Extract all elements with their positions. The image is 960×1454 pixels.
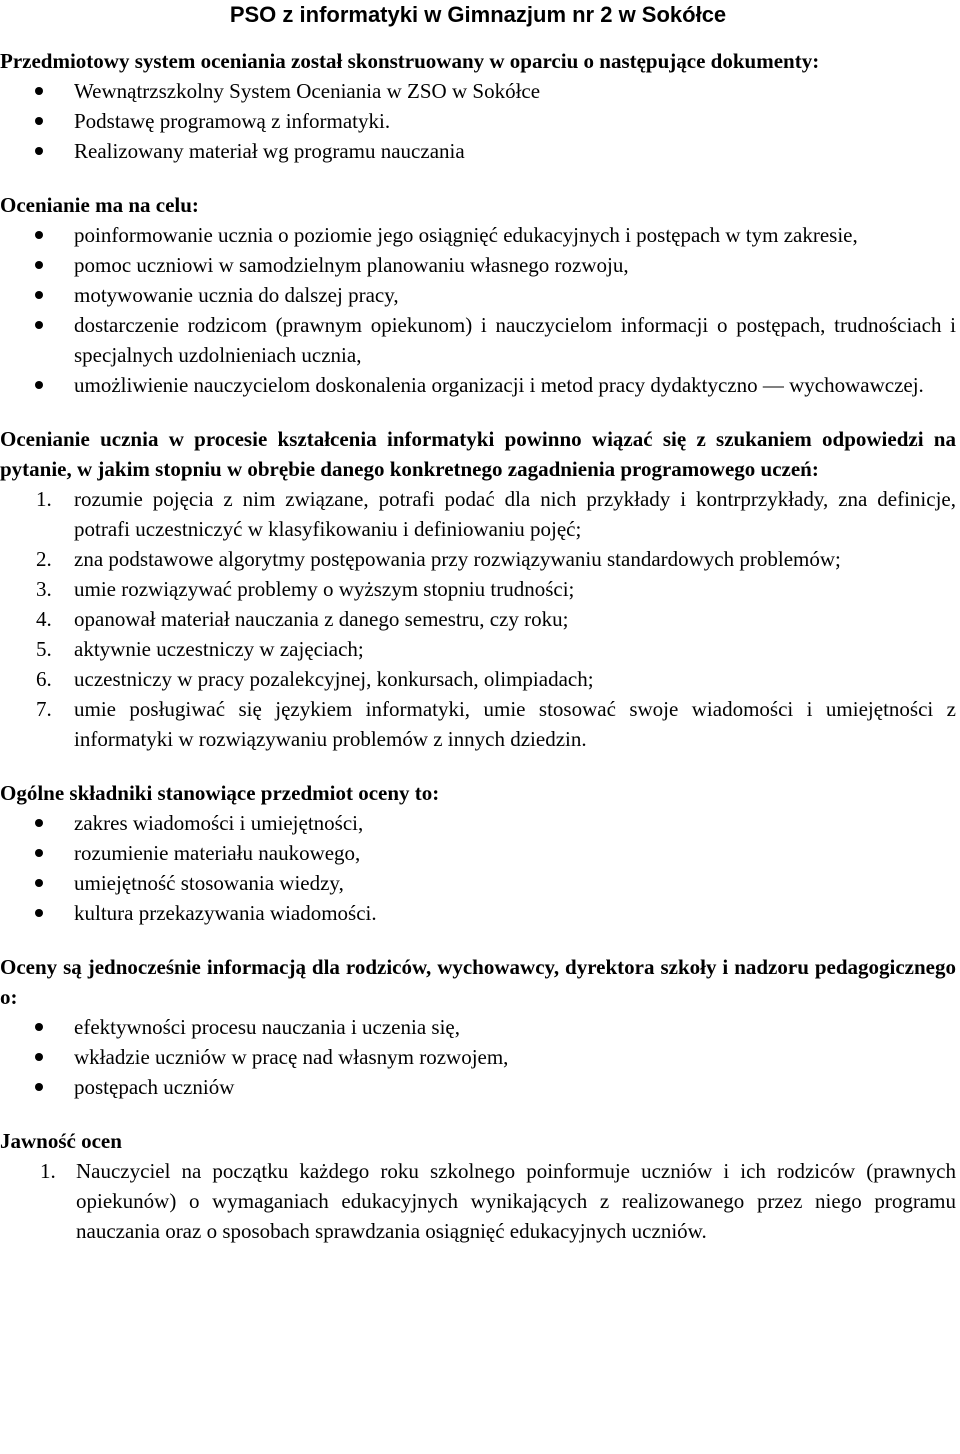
- section-heading-documents: Przedmiotowy system oceniania został skonstruowany w oparciu o następujące dokumenty:: [0, 49, 820, 73]
- section-heading-components: Ogólne składniki stanowiące przedmiot oceny to:: [0, 781, 440, 805]
- bullet-icon: [35, 381, 43, 389]
- list-item: 6. uczestniczy w pracy pozalekcyjnej, konkursach, olimpiadach;: [0, 664, 956, 694]
- list-item: umożliwienie nauczycielom doskonalenia organizacji i metod pracy dydaktyczno — wychowawczej.: [0, 370, 956, 400]
- list-number: 5.: [36, 637, 52, 661]
- list-item: kultura przekazywania wiadomości.: [0, 898, 956, 928]
- list-number: 7.: [36, 697, 52, 721]
- section-information: [0, 952, 956, 1102]
- section-goals: [0, 190, 956, 400]
- bullet-icon: [35, 117, 43, 125]
- openness-list: [0, 1156, 956, 1246]
- section-documents: [0, 46, 956, 166]
- section-heading-goals: Ocenianie ma na celu:: [0, 193, 199, 217]
- list-item: efektywności procesu nauczania i uczenia się,: [0, 1012, 956, 1042]
- goals-list: [0, 220, 956, 400]
- section-process: [0, 424, 956, 754]
- list-item: Wewnątrzszkolny System Oceniania w ZSO w Sokółce: [0, 76, 956, 106]
- list-item: 2. zna podstawowe algorytmy postępowania przy rozwiązywaniu standardowych problemów;: [0, 544, 956, 574]
- bullet-icon: [35, 231, 43, 239]
- documents-list: [0, 76, 956, 166]
- list-item: 1. Nauczyciel na początku każdego roku szkolnego poinformuje uczniów i ich rodziców (prawnych opiekunów) o wymaganiach edukacyjnych wynikających z realizowanego przez niego programu nauczania oraz o sposobach sprawdzania osiągnięć edukacyjnych uczniów.: [0, 1156, 956, 1246]
- list-item: poinformowanie ucznia o poziomie jego osiągnięć edukacyjnych i postępach w tym zakresie,: [0, 220, 956, 250]
- bullet-icon: [35, 87, 43, 95]
- section-heading-information: Oceny są jednocześnie informacją dla rodziców, wychowawcy, dyrektora szkoły i nadzoru pedagogicznego o:: [0, 955, 956, 1009]
- list-item: Podstawę programową z informatyki.: [0, 106, 956, 136]
- bullet-icon: [35, 909, 43, 917]
- bullet-icon: [35, 819, 43, 827]
- section-components: [0, 778, 956, 928]
- bullet-icon: [35, 1053, 43, 1061]
- bullet-icon: [35, 261, 43, 269]
- list-item: pomoc uczniowi w samodzielnym planowaniu własnego rozwoju,: [0, 250, 956, 280]
- bullet-icon: [35, 1083, 43, 1091]
- list-item: 5. aktywnie uczestniczy w zajęciach;: [0, 634, 956, 664]
- list-number: 6.: [36, 667, 52, 691]
- bullet-icon: [35, 879, 43, 887]
- list-item: umiejętność stosowania wiedzy,: [0, 868, 956, 898]
- list-item: 7. umie posługiwać się językiem informatyki, umie stosować swoje wiadomości i umiejętności z informatyki w rozwiązywaniu problemów z innych dziedzin.: [0, 694, 956, 754]
- bullet-icon: [35, 147, 43, 155]
- components-list: [0, 808, 956, 928]
- bullet-icon: [35, 849, 43, 857]
- section-heading-process: Ocenianie ucznia w procesie kształcenia informatyki powinno wiązać się z szukaniem odpowiedzi na pytanie, w jakim stopniu w obrębie danego konkretnego zagadnienia programowego uczeń:: [0, 427, 956, 481]
- bullet-icon: [35, 1023, 43, 1031]
- process-list: [0, 484, 956, 754]
- bullet-icon: [35, 321, 43, 329]
- bullet-icon: [35, 291, 43, 299]
- information-list: [0, 1012, 956, 1102]
- list-number: 4.: [36, 607, 52, 631]
- list-item: 1. rozumie pojęcia z nim związane, potrafi podać dla nich przykłady i kontrprzykłady, zna definicje, potrafi uczestniczyć w klasyfikowaniu i definiowaniu pojęć;: [0, 484, 956, 544]
- list-item: dostarczenie rodzicom (prawnym opiekunom) i nauczycielom informacji o postępach, trudnościach i specjalnych uzdolnieniach ucznia,: [0, 310, 956, 370]
- list-item: 4. opanował materiał nauczania z danego semestru, czy roku;: [0, 604, 956, 634]
- section-openness: [0, 1126, 956, 1246]
- list-item: rozumienie materiału naukowego,: [0, 838, 956, 868]
- list-number: 3.: [36, 577, 52, 601]
- list-number: 1.: [40, 1159, 56, 1183]
- list-number: 1.: [36, 487, 52, 511]
- list-item: Realizowany materiał wg programu nauczania: [0, 136, 956, 166]
- list-item: wkładzie uczniów w pracę nad własnym rozwojem,: [0, 1042, 956, 1072]
- list-number: 2.: [36, 547, 52, 571]
- list-item: motywowanie ucznia do dalszej pracy,: [0, 280, 956, 310]
- page-title: PSO z informatyki w Gimnazjum nr 2 w Sokółce: [229, 2, 727, 27]
- list-item: zakres wiadomości i umiejętności,: [0, 808, 956, 838]
- list-item: 3. umie rozwiązywać problemy o wyższym stopniu trudności;: [0, 574, 956, 604]
- list-item: postępach uczniów: [0, 1072, 956, 1102]
- section-heading-openness: Jawność ocen: [0, 1129, 122, 1153]
